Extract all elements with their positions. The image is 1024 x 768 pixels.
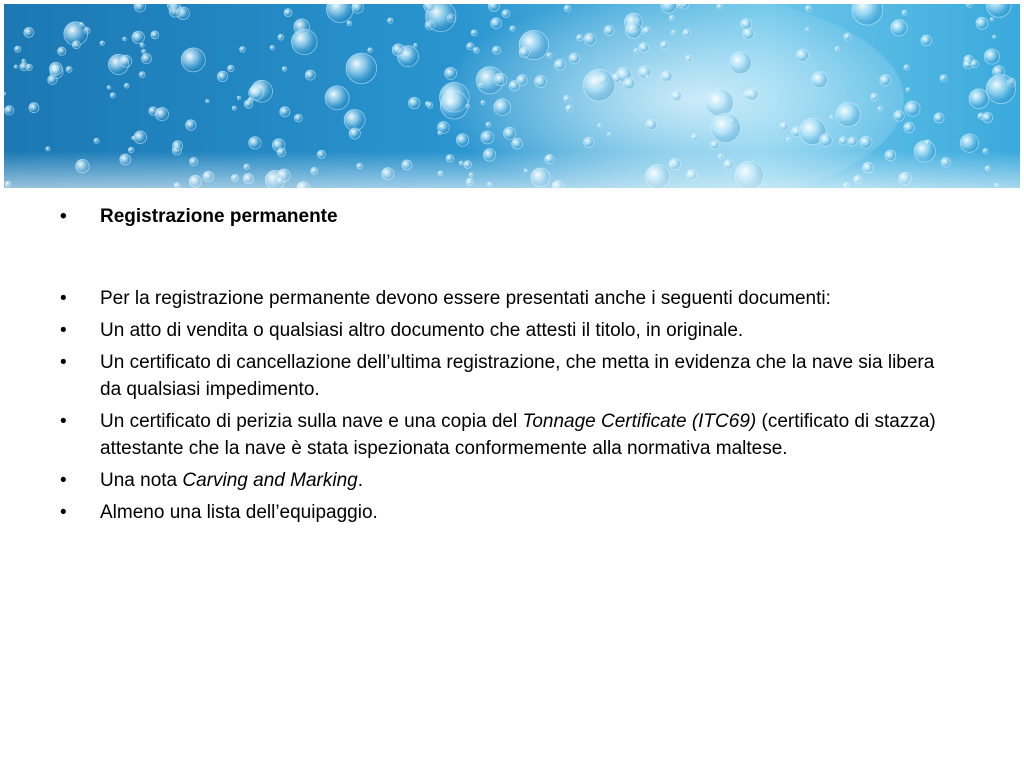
item-text-after: (certificato di stazza) attestante che la nave è stata ispezionata conformemente alla normativa maltese. [100, 411, 936, 459]
item-text-italic: Tonnage Certificate (ITC69) [522, 411, 757, 432]
item-text-before: Una nota [100, 470, 183, 491]
water-bubbles-banner [4, 4, 1020, 188]
bullet-icon: • [60, 320, 67, 341]
bubbles-image [4, 4, 1020, 188]
bullet-icon: • [60, 206, 67, 227]
list-item [60, 285, 960, 312]
item-text: Almeno una lista dell’equipaggio. [100, 502, 378, 523]
bullet-list [60, 203, 960, 526]
item-text-before: Un certificato di perizia sulla nave e una copia del [100, 411, 523, 432]
heading-text: Registrazione permanente [100, 206, 338, 227]
item-text: Un certificato di cancellazione dell’ultima registrazione, che metta in evidenza che la nave sia libera da qualsiasi impedimento. [100, 352, 935, 400]
bullet-icon: • [60, 352, 67, 373]
list-item [60, 317, 960, 344]
list-item [60, 499, 960, 526]
item-text-italic: Carving and Marking [182, 470, 358, 491]
list-item [60, 349, 960, 403]
bullet-icon: • [60, 470, 67, 491]
item-text: Per la registrazione permanente devono essere presentati anche i seguenti documenti: [100, 288, 831, 309]
bullet-icon: • [60, 288, 67, 309]
item-text-after: . [357, 470, 363, 491]
slide-content [60, 203, 960, 531]
item-text: Un atto di vendita o qualsiasi altro documento che attesti il titolo, in originale. [100, 320, 744, 341]
list-item [60, 467, 960, 494]
bullet-icon: • [60, 411, 67, 432]
list-item [60, 408, 960, 462]
list-item-heading [60, 203, 960, 230]
bullet-icon: • [60, 502, 67, 523]
